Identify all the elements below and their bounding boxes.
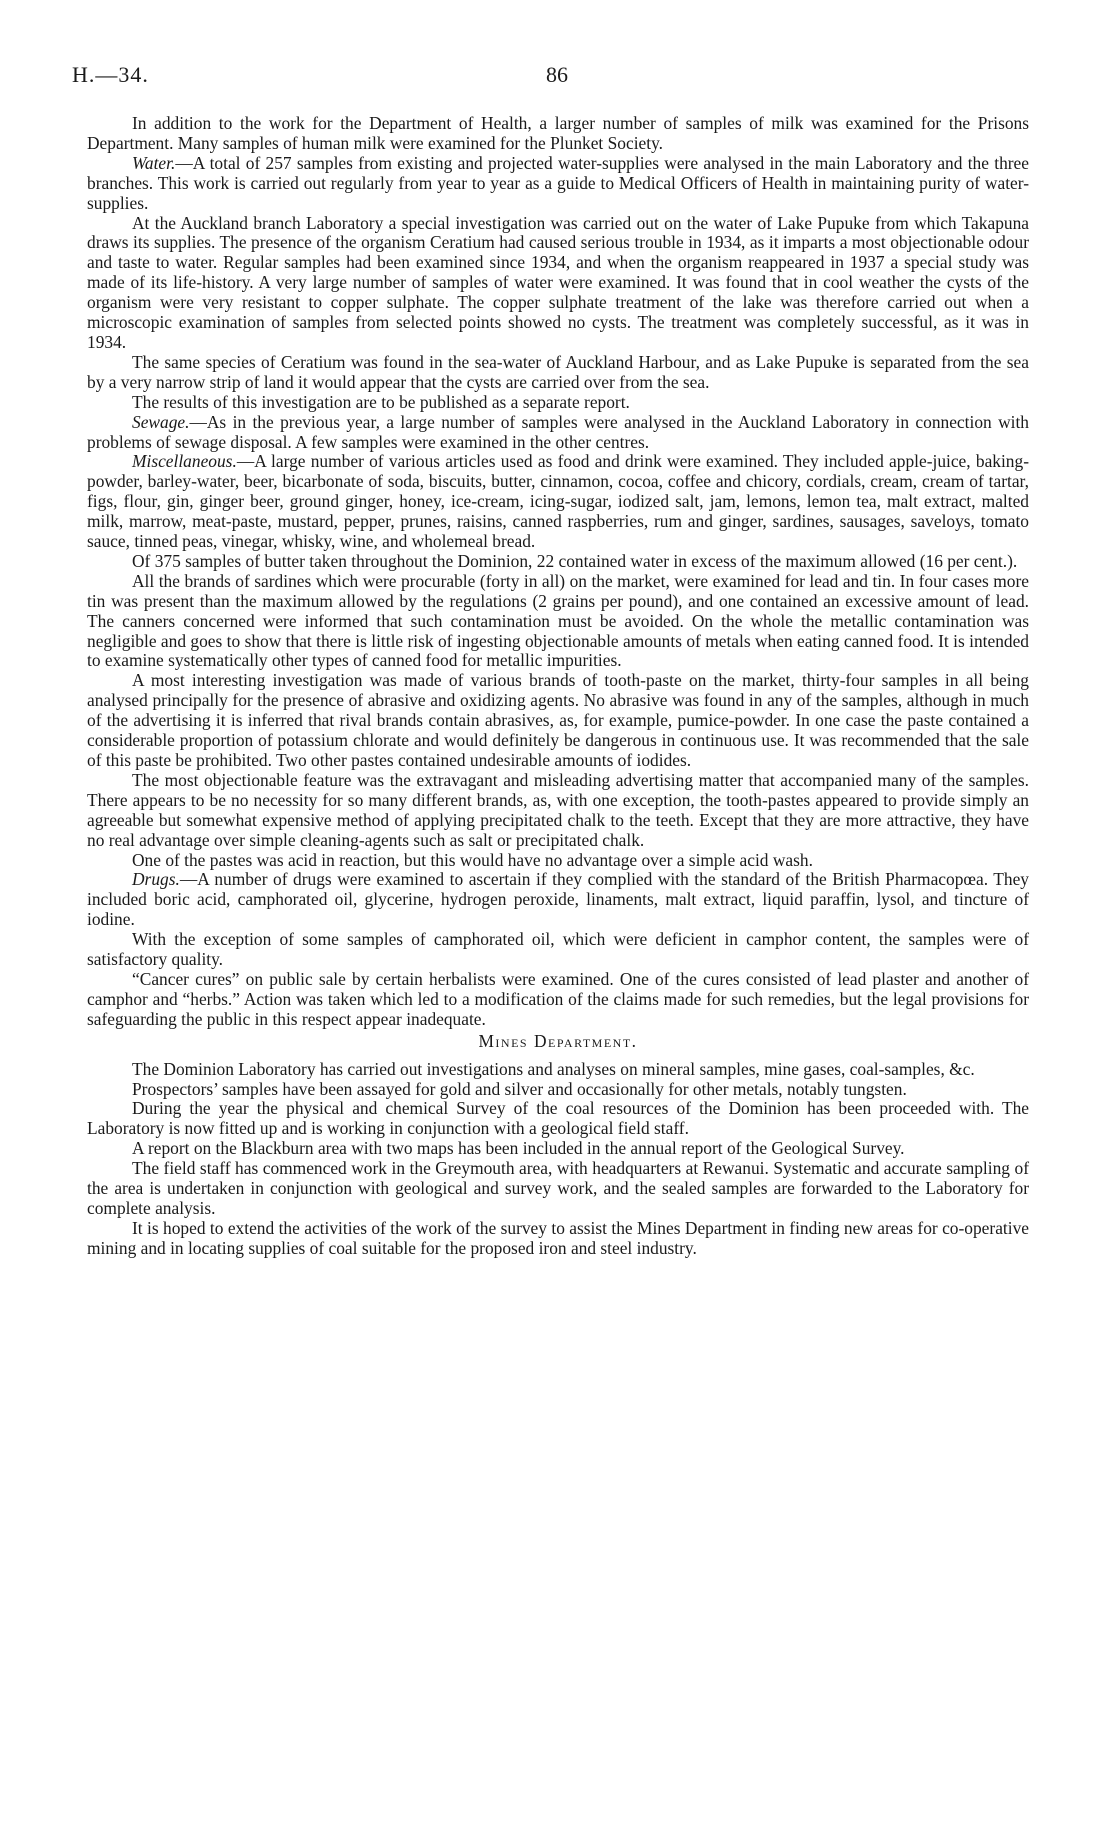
paragraph: Of 375 samples of butter taken throughout the Dominion, 22 contained water in excess of the maximum allowed (16 per cent.).	[132, 550, 1018, 571]
paragraph: “Cancer cures” on public sale by certain herbalists were examined. One of the cures consisted of lead plaster and another of camphor and “herbs.” Action was taken which led to a modification of the claims made for such remedies, but the legal provisions for safeguarding the public in this respect appear inadequate.	[87, 968, 1029, 1029]
paragraph: With the exception of some samples of camphorated oil, which were deficient in camphor content, the samples were of satisfactory quality.	[87, 929, 1029, 970]
paragraph-lead: Sewage.	[132, 411, 190, 432]
paragraph: The Dominion Laboratory has carried out investigations and analyses on mineral samples, mine gases, coal-samples, &c.	[132, 1058, 975, 1079]
paragraph: It is hoped to extend the activities of the work of the survey to assist the Mines Department in finding new areas for co-operative mining and in locating supplies of coal suitable for the proposed iron and steel industry.	[87, 1217, 1029, 1258]
document-id: H.—34.	[72, 62, 149, 87]
paragraph: In addition to the work for the Department of Health, a larger number of samples of milk was examined for the Prisons Department. Many samples of human milk were examined for the Plunket Society.	[87, 113, 1029, 153]
paragraph: The results of this investigation are to be published as a separate report.	[132, 391, 630, 412]
paragraph: The most objectionable feature was the extravagant and misleading advertising matter that accompanied many of the samples. There appears to be no necessity for so many different brands, as, with one exception, the tooth-pastes appeared to provide simply an agreeable but somewhat expensive method of applying precipitated chalk to the teeth. Except that they are more attractive, they have no real advantage over simple cleaning-agents such as salt or precipitated chalk.	[87, 769, 1029, 850]
paragraph-water: Water.—A total of 257 samples from existing and projected water-supplies were analysed in the main Laboratory and the three branches. This work is carried out regularly from year to year as a guide to Medical Officers of Health in maintaining purity of water-supplies.	[87, 152, 1029, 213]
paragraph: During the year the physical and chemical Survey of the coal resources of the Dominion has been proceeded with. The Laboratory is now fitted up and is working in conjunction with a geological field staff.	[87, 1098, 1029, 1139]
paragraph-lead: Miscellaneous.	[132, 451, 237, 472]
paragraph: At the Auckland branch Laboratory a special investigation was carried out on the water of Lake Pupuke from which Takapuna draws its supplies. The presence of the organism Ceratium had caused serious trouble in 1934, as it imparts a most objectionable odour and taste to water. Regular samples had been examined since 1934, and when the organism reappeared in 1937 a special study was made of its life-history. A very large number of samples of water were examined. It was found that in cool weather the cysts of the organism were very resistant to copper sulphate. The copper sulphate treatment of the lake was therefore carried out when a microscopic examination of samples from selected points showed no cysts. The treatment was completely successful, as it was in 1934.	[87, 212, 1029, 352]
paragraph-drugs: Drugs.—A number of drugs were examined to ascertain if they complied with the standard of the British Pharmacopœa. They included boric acid, camphorated oil, glycerine, hydrogen peroxide, linaments, malt extract, liquid paraffin, lysol, and tincture of iodine.	[87, 869, 1029, 930]
page-number: 86	[546, 62, 568, 87]
paragraph: Prospectors’ samples have been assayed for gold and silver and occasionally for other metals, notably tungsten.	[132, 1078, 907, 1099]
section-heading: Mines Department.	[478, 1030, 638, 1051]
page-header	[0, 62, 1114, 102]
paragraph-lead: Water.	[132, 152, 176, 173]
paragraph: The field staff has commenced work in the Greymouth area, with headquarters at Rewanui. Systematic and accurate sampling of the area is undertaken in conjunction with geological and survey work, and the sealed samples are forwarded to the Laboratory for complete analysis.	[87, 1158, 1029, 1218]
paragraph-sewage: Sewage.—As in the previous year, a large number of samples were analysed in the Auckland Laboratory in connection with problems of sewage disposal. A few samples were examined in the other centres.	[87, 411, 1029, 452]
paragraph: The same species of Ceratium was found in the sea-water of Auckland Harbour, and as Lake Pupuke is separated from the sea by a very narrow strip of land it would appear that the cysts are carried over from the sea.	[87, 351, 1029, 392]
paragraph-lead: Drugs.	[132, 869, 180, 890]
paragraph: All the brands of sardines which were procurable (forty in all) on the market, were examined for lead and tin. In four cases more tin was present than the maximum allowed by the regulations (2 grains per pound), and one contained an excessive amount of lead. The canners concerned were informed that such contamination must be avoided. On the whole the metallic contamination was negligible and goes to show that there is little risk of ingesting objectionable amounts of metals when eating canned food. It is intended to examine systematically other types of canned food for metallic impurities.	[87, 570, 1029, 671]
paragraph: One of the pastes was acid in reaction, but this would have no advantage over a simple acid wash.	[132, 849, 813, 870]
page-body	[87, 114, 1029, 1259]
paragraph: A report on the Blackburn area with two maps has been included in the annual report of the Geological Survey.	[132, 1138, 905, 1159]
paragraph: A most interesting investigation was made of various brands of tooth-paste on the market, thirty-four samples in all being analysed principally for the presence of abrasive and oxidizing agents. No abrasive was found in any of the samples, although in much of the advertising it is inferred that rival brands contain abrasives, as, for example, pumice-powder. In one case the paste contained a considerable proportion of potassium chlorate and would definitely be dangerous in continuous use. It was recommended that the sale of this paste be prohibited. Two other pastes contained undesirable amounts of iodides.	[87, 670, 1029, 770]
paragraph-miscellaneous: Miscellaneous.—A large number of various articles used as food and drink were examined. They included apple-juice, baking-powder, barley-water, beer, bicarbonate of soda, biscuits, butter, cinnamon, cocoa, coffee and chicory, cordials, cream, cream of tartar, figs, flour, gin, ginger beer, ground ginger, honey, ice-cream, icing-sugar, iodized salt, jam, lemons, lemon tea, malt extract, malted milk, marrow, meat-paste, mustard, pepper, prunes, raisins, canned raspberries, rum and ginger, sardines, sausages, saveloys, tomato sauce, tinned peas, vinegar, whisky, wine, and wholemeal bread.	[87, 451, 1029, 552]
